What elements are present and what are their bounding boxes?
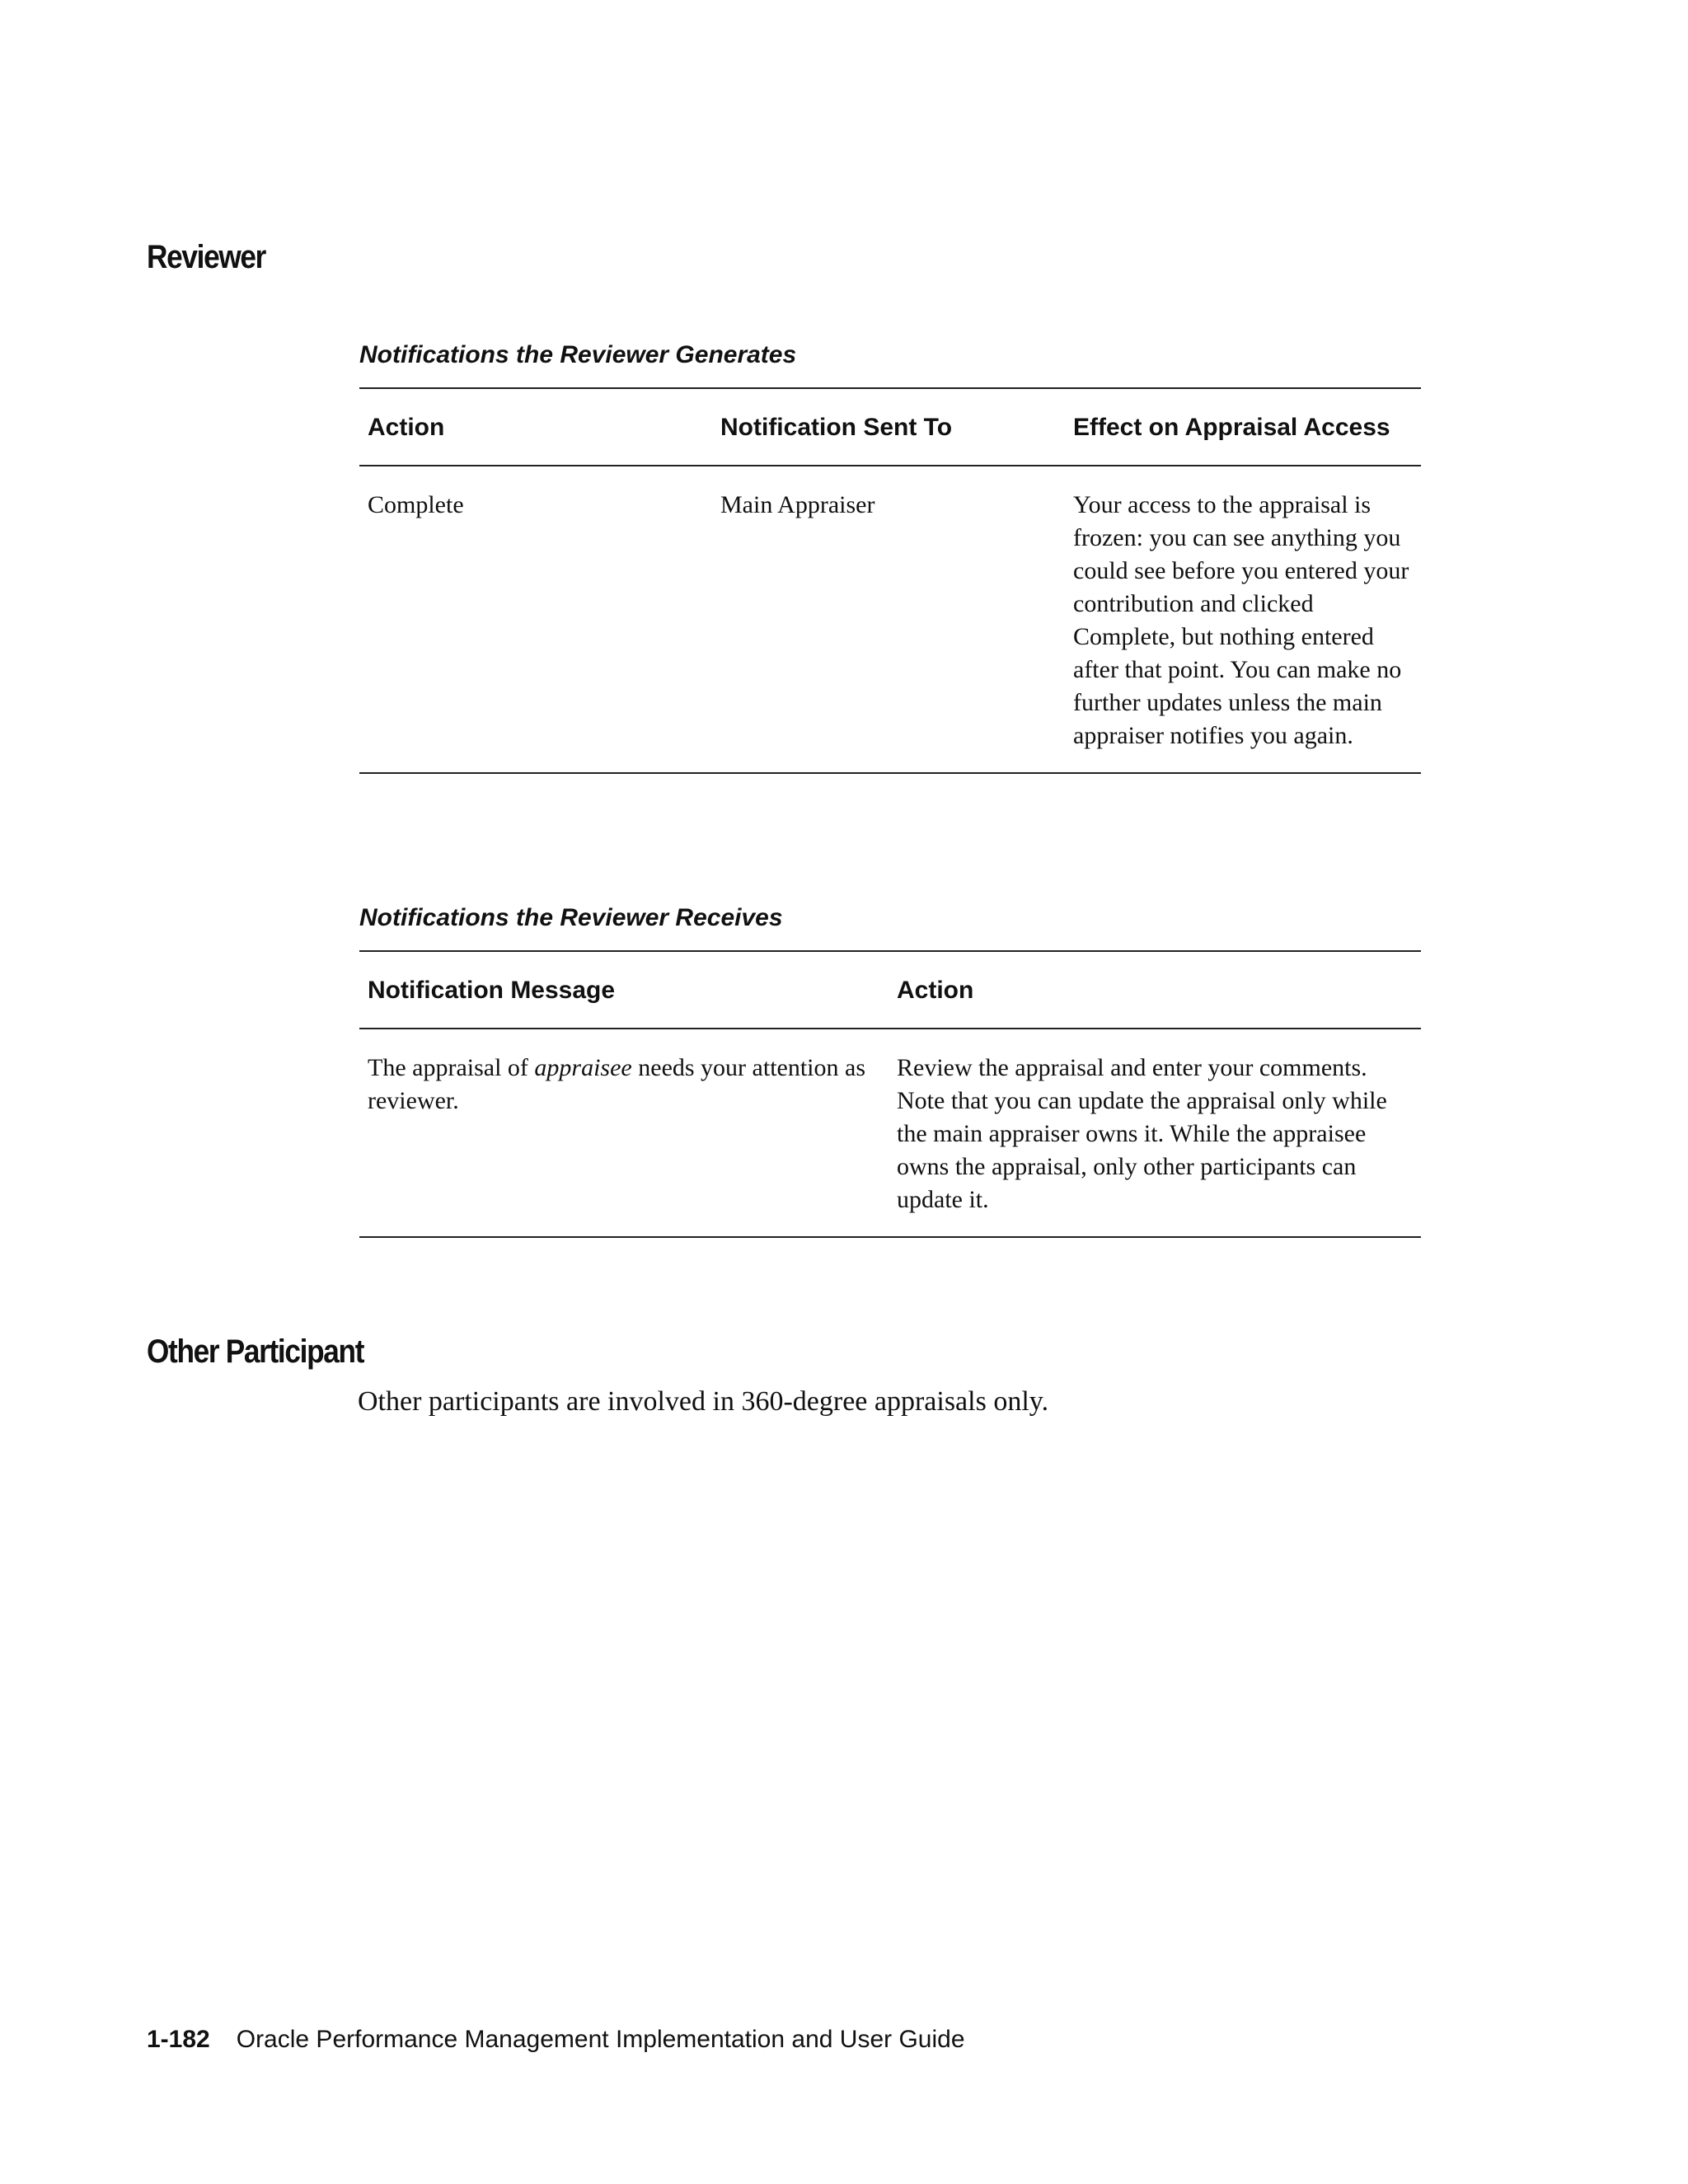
column-header-action: Action [889,951,1421,1029]
cell-notification-sent-to: Main Appraiser [712,466,1065,773]
cell-effect-on-appraisal-access: Your access to the appraisal is frozen: you can see anything you could see before you entered your contribution and clicked Complete, but nothing entered after that point. You can make no further updates unless the main appraiser notifies you again. [1065,466,1421,773]
book-title: Oracle Performance Management Implementation and User Guide [236,2026,965,2053]
page-number: 1-182 [147,2026,210,2053]
cell-notification-message [359,1029,889,1237]
table-caption-receives: Notifications the Reviewer Receives [359,904,783,931]
table-header-row [359,388,1421,466]
message-text-end: needs your attention as reviewer. [368,1054,866,1114]
cell-action: Review the appraisal and enter your comments. Note that you can update the appraisal only while the main appraiser owns it. While the appraisee owns the appraisal, only other participants can update it. [889,1029,1421,1237]
table-row [359,1029,1421,1237]
notifications-received-table [359,950,1421,1238]
other-participant-description: Other participants are involved in 360-degree appraisals only. [358,1386,1049,1417]
column-header-effect-on-appraisal-access: Effect on Appraisal Access [1065,388,1421,466]
column-header-notification-sent-to: Notification Sent To [712,388,1065,466]
message-text-start: The appraisal of [368,1054,535,1081]
notifications-generated-table [359,387,1421,774]
column-header-notification-message: Notification Message [359,951,889,1029]
table-caption-generates: Notifications the Reviewer Generates [359,341,797,368]
section-heading-reviewer: Reviewer [147,239,266,275]
cell-action: Complete [359,466,712,773]
table-header-row [359,951,1421,1029]
page-footer [147,2026,965,2054]
table-row [359,466,1421,773]
column-header-action: Action [359,388,712,466]
section-heading-other-participant: Other Participant [147,1333,364,1370]
message-placeholder-appraisee: appraisee [534,1054,632,1081]
